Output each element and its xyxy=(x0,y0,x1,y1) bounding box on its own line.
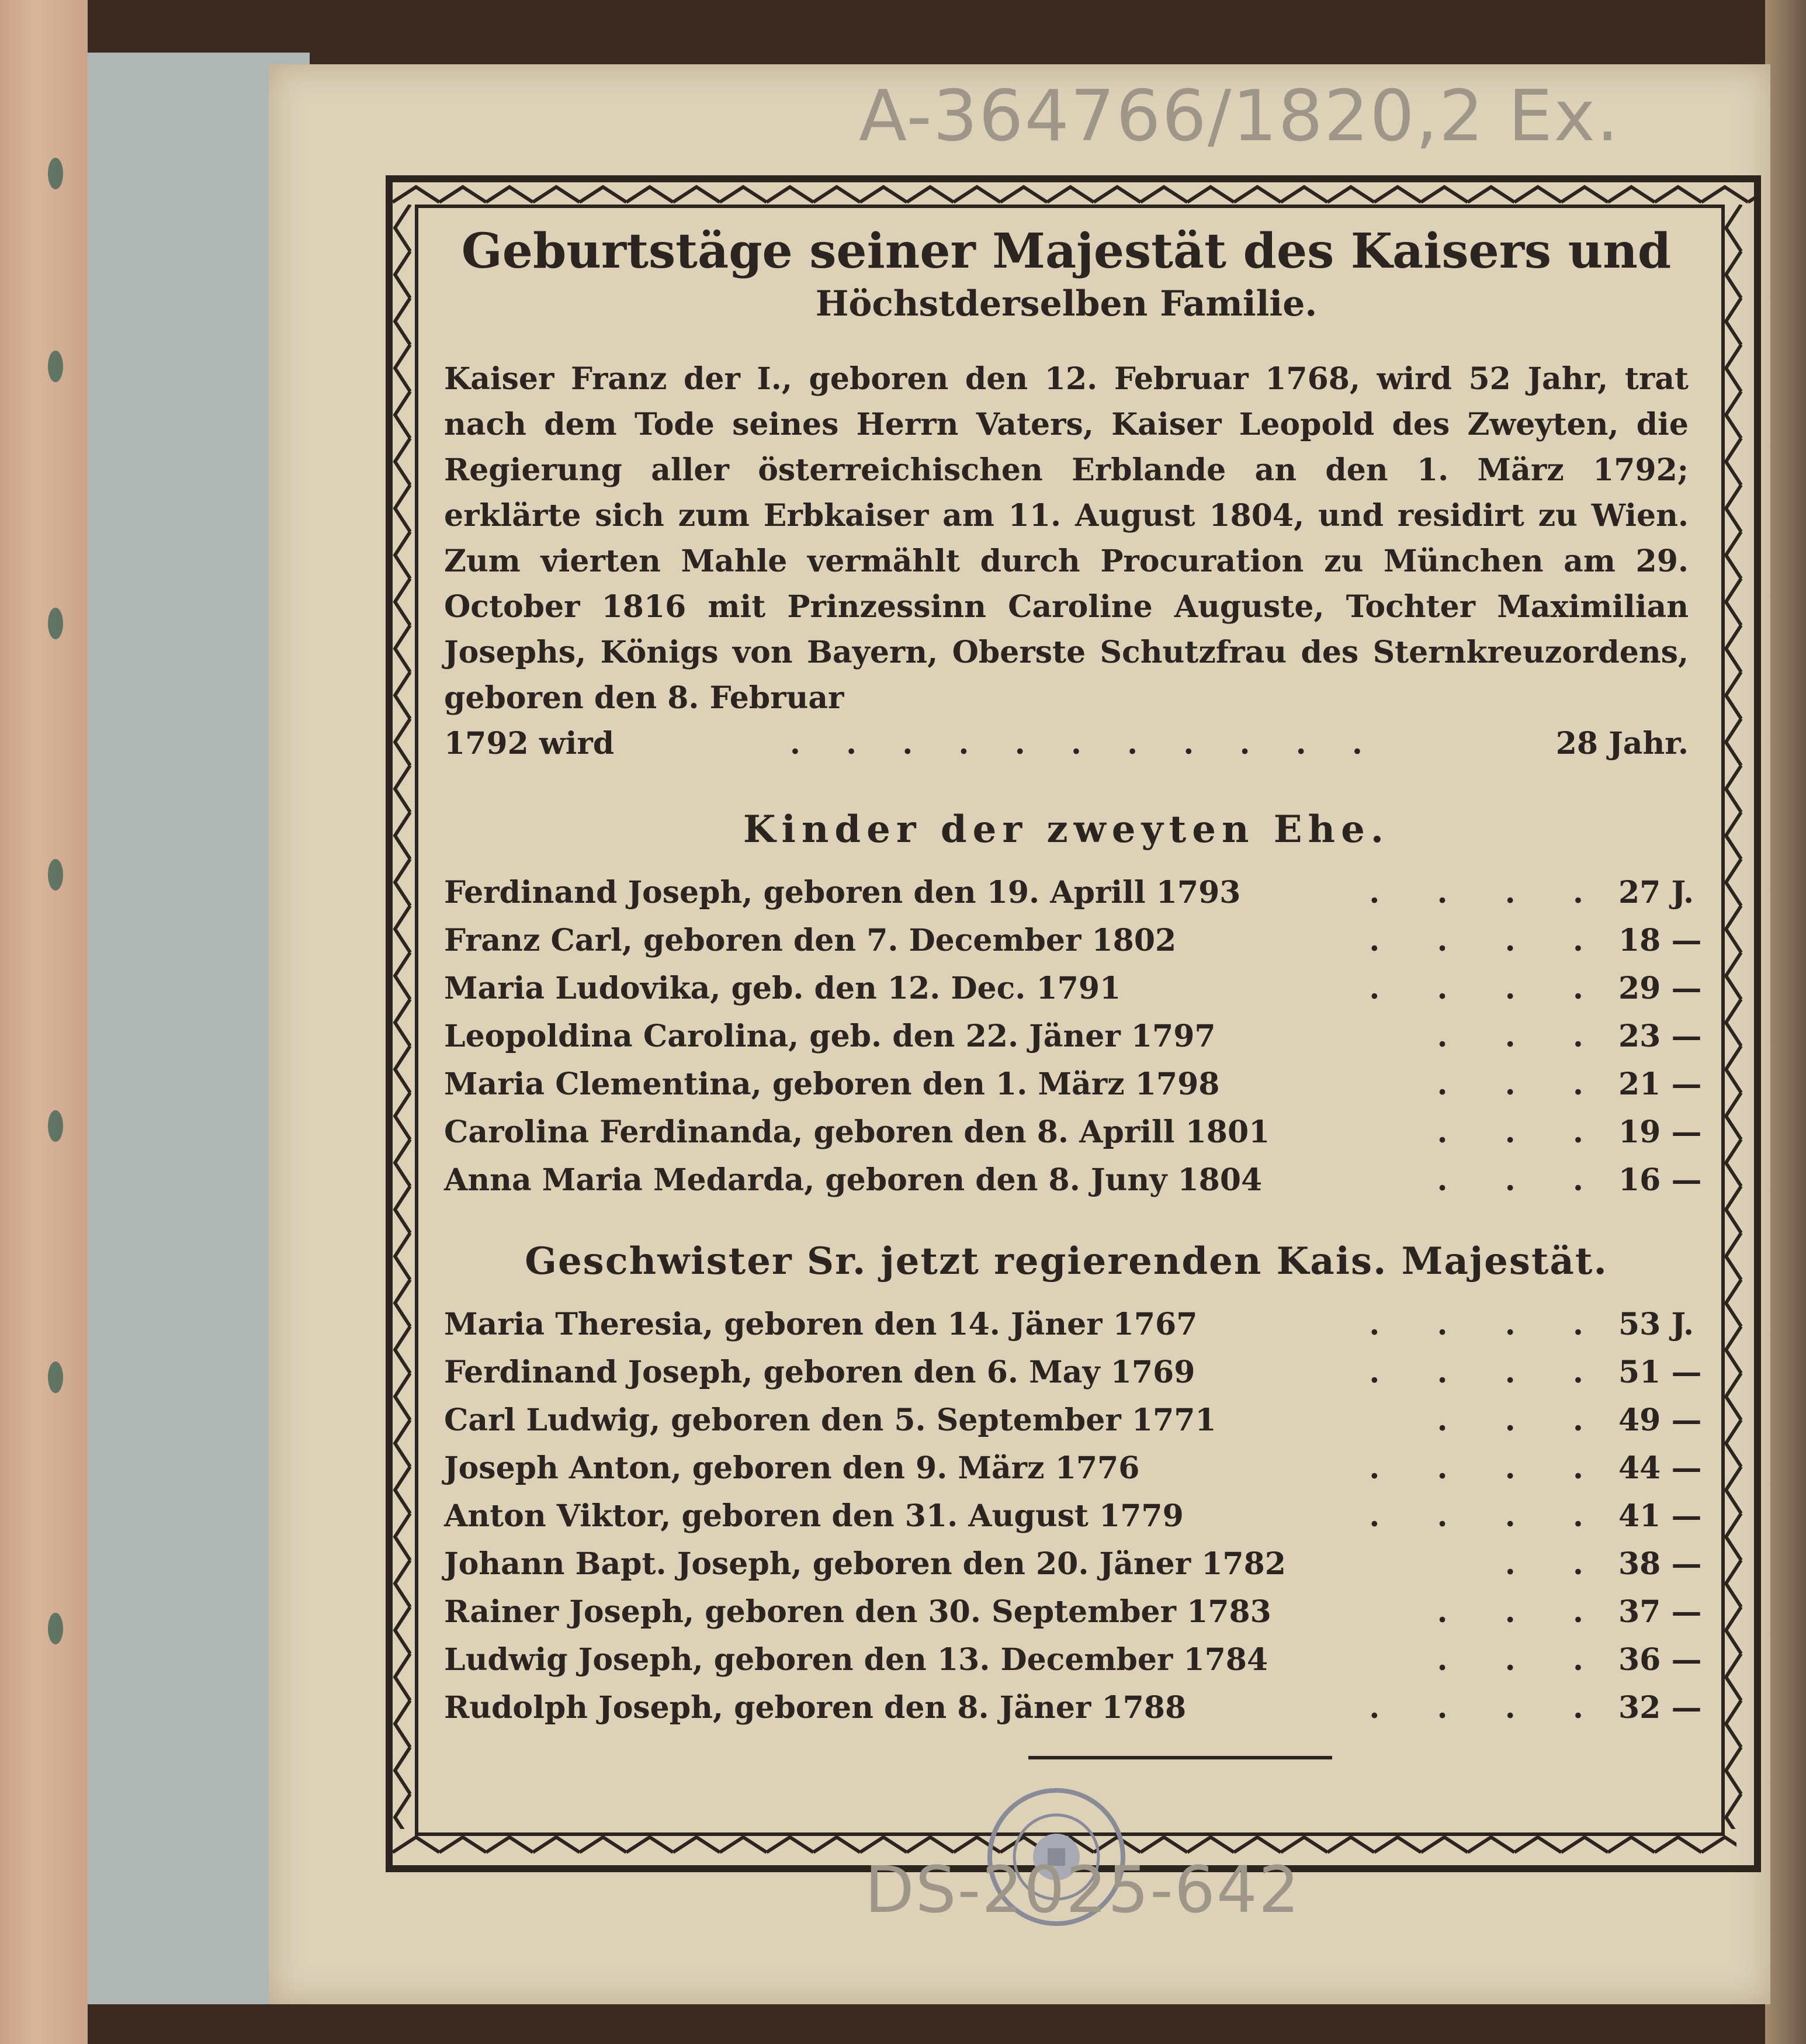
age-value: 18 — xyxy=(1618,923,1702,958)
binding-stain xyxy=(48,158,63,189)
age-value: 49 — xyxy=(1618,1402,1702,1438)
binding-stain xyxy=(48,1361,63,1393)
frame-ornament-top xyxy=(393,185,1754,205)
list-item xyxy=(444,1684,1702,1732)
person-entry: Maria Clementina, geboren den 1. März 1798 xyxy=(444,1066,1220,1102)
dot-leader: . . . xyxy=(1437,1642,1607,1678)
person-entry: Carl Ludwig, geboren den 5. September 1771 xyxy=(444,1402,1216,1438)
person-entry: Ferdinand Joseph, geboren den 6. May 1769 xyxy=(444,1354,1195,1390)
dot-leader: . . . xyxy=(1437,1594,1607,1630)
list-item xyxy=(444,1397,1702,1444)
age-value: 37 — xyxy=(1618,1594,1702,1630)
age-value: 32 — xyxy=(1618,1690,1702,1726)
binding-stain xyxy=(48,859,63,891)
person-entry: Rainer Joseph, geboren den 30. September 1783 xyxy=(444,1594,1271,1630)
binding-stain xyxy=(48,1110,63,1142)
dot-leader: . . . . xyxy=(1369,971,1607,1006)
intro-paragraph xyxy=(444,356,1689,767)
text-block xyxy=(444,222,1702,1732)
person-entry: Johann Bapt. Joseph, geboren den 20. Jäner 1782 xyxy=(444,1546,1286,1582)
list-item xyxy=(444,1108,1702,1156)
list-item xyxy=(444,1492,1702,1540)
binding-stain xyxy=(48,608,63,639)
page-edge xyxy=(1765,0,1806,2044)
age-value: 51 — xyxy=(1618,1354,1702,1390)
person-entry: Carolina Ferdinanda, geboren den 8. Aprill 1801 xyxy=(444,1114,1270,1150)
list-item xyxy=(444,1061,1702,1108)
list-item xyxy=(444,1301,1694,1349)
book-binding xyxy=(0,0,88,2044)
frame-ornament-left xyxy=(393,205,412,1829)
person-entry: Franz Carl, geboren den 7. December 1802 xyxy=(444,923,1177,958)
age-value: 53 J. xyxy=(1618,1307,1694,1342)
dot-leader: . . . xyxy=(1437,1162,1607,1198)
age-value: 16 — xyxy=(1618,1162,1702,1198)
person-entry: Maria Ludovika, geb. den 12. Dec. 1791 xyxy=(444,971,1121,1006)
section-title-children: Kinder der zweyten Ehe. xyxy=(743,808,1390,851)
list-item xyxy=(444,965,1702,1013)
children-list xyxy=(444,869,1702,1204)
person-entry: Maria Theresia, geboren den 14. Jäner 1767 xyxy=(444,1307,1198,1342)
person-entry: Joseph Anton, geboren den 9. März 1776 xyxy=(444,1450,1140,1486)
person-entry: Anna Maria Medarda, geboren den 8. Juny 1804 xyxy=(444,1162,1263,1198)
intro-last-line xyxy=(444,721,1689,767)
shelfmark-bottom: DS-2025-642 xyxy=(865,1852,1301,1927)
dot-leader: . . . xyxy=(1437,1018,1607,1054)
dot-leader: . . . . xyxy=(1369,1450,1607,1486)
age-value: 19 — xyxy=(1618,1114,1702,1150)
list-item xyxy=(444,1588,1702,1636)
page-subtitle: Höchstderselben Familie. xyxy=(815,283,1318,324)
list-item xyxy=(444,1349,1702,1397)
dot-leader: . . . . xyxy=(1369,1498,1607,1534)
age-value: 27 J. xyxy=(1618,875,1694,910)
age-value: 36 — xyxy=(1618,1642,1702,1678)
age-value: 38 — xyxy=(1618,1546,1702,1582)
intro-last-right: 28 Jahr. xyxy=(1555,726,1689,761)
book-page xyxy=(269,64,1770,2004)
person-entry: Ferdinand Joseph, geboren den 19. Aprill 1793 xyxy=(444,875,1241,910)
dot-leader: . . . . xyxy=(1369,1354,1607,1390)
shelfmark-top: A-364766/1820,2 Ex. xyxy=(859,76,1620,157)
page-title: Geburtstäge seiner Majestät des Kaisers und xyxy=(461,223,1672,279)
dot-leader: . . xyxy=(1505,1546,1607,1582)
list-item xyxy=(444,1156,1702,1204)
dot-leader: . . . xyxy=(1437,1066,1607,1102)
dot-leader: . . . xyxy=(1437,1402,1607,1438)
intro-body: Kaiser Franz der I., geboren den 12. Februar 1768, wird 52 Jahr, trat nach dem Tode seines Herrn Vaters, Kaiser Leopold des Zweyten, die Regierung aller österreichischen Erblande an den 1. März 1792; erklärte sich zum Erbkaiser am 11. August 1804, und residirt zu Wien. Zum vierten Mahle vermählt durch Procuration zu München am 29. October 1816 mit Prinzessinn Caroline Auguste, Tochter Maximilian Josephs, Königs von Bayern, Oberste Schutzfrau des Sternkreuzordens, geboren den 8. Februar xyxy=(444,361,1689,716)
dot-leader: . . . . xyxy=(1369,923,1607,958)
intro-dot-leader: . . . . . . . . . . . xyxy=(789,726,1380,761)
list-item xyxy=(444,1540,1702,1588)
binding-stain xyxy=(48,351,63,382)
binding-stain xyxy=(48,1613,63,1644)
list-item xyxy=(444,1636,1702,1684)
intro-last-left: 1792 wird xyxy=(444,726,615,761)
person-entry: Leopoldina Carolina, geb. den 22. Jäner 1797 xyxy=(444,1018,1216,1054)
frame-ornament-right xyxy=(1724,205,1743,1829)
age-value: 21 — xyxy=(1618,1066,1702,1102)
age-value: 29 — xyxy=(1618,971,1702,1006)
list-item xyxy=(444,917,1702,965)
dot-leader: . . . . xyxy=(1369,1307,1607,1342)
siblings-list xyxy=(444,1301,1702,1732)
closing-rule xyxy=(1028,1756,1332,1759)
person-entry: Anton Viktor, geboren den 31. August 1779 xyxy=(444,1498,1184,1534)
dot-leader: . . . . xyxy=(1369,1690,1607,1726)
list-item xyxy=(444,1013,1702,1061)
section-title-siblings: Geschwister Sr. jetzt regierenden Kais. Majestät. xyxy=(525,1239,1608,1283)
dot-leader: . . . . xyxy=(1369,875,1607,910)
list-item xyxy=(444,869,1694,917)
age-value: 41 — xyxy=(1618,1498,1702,1534)
list-item xyxy=(444,1444,1702,1492)
person-entry: Rudolph Joseph, geboren den 8. Jäner 1788 xyxy=(444,1690,1187,1726)
dot-leader: . . . xyxy=(1437,1114,1607,1150)
person-entry: Ludwig Joseph, geboren den 13. December 1784 xyxy=(444,1642,1268,1678)
age-value: 23 — xyxy=(1618,1018,1702,1054)
age-value: 44 — xyxy=(1618,1450,1702,1486)
